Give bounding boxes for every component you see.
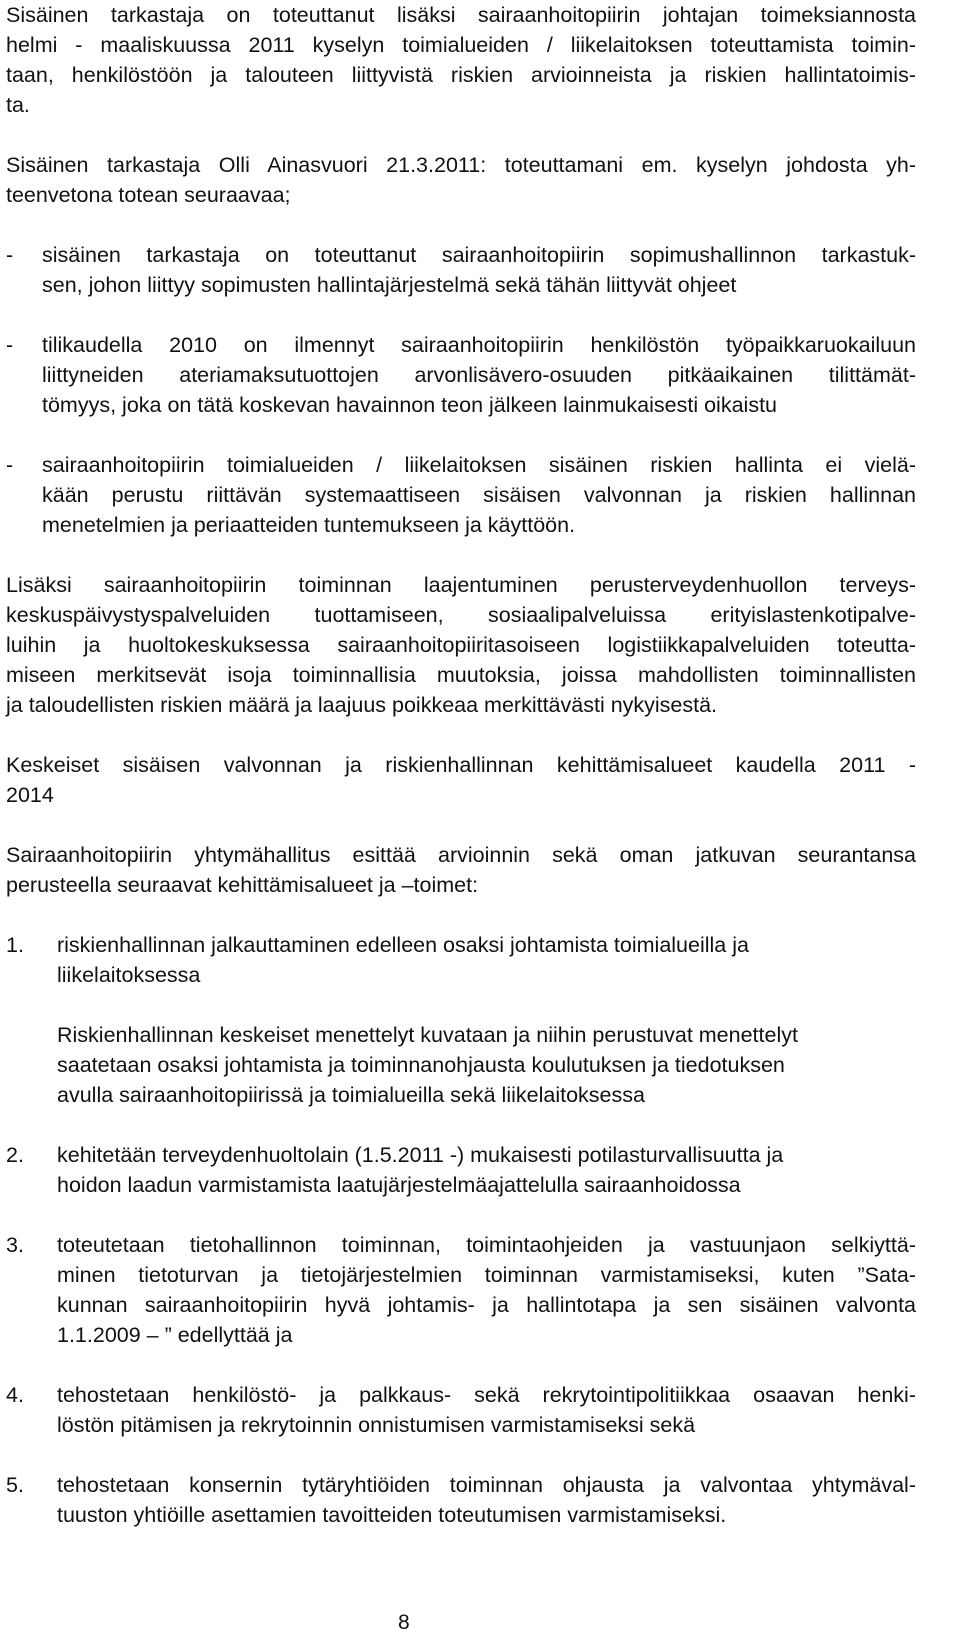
numbered-item (6, 1140, 916, 1200)
numbered-item-detail (6, 1020, 916, 1110)
text-line: kunnan sairaanhoitopiirin hyvä johtamis- ja hallintotapa ja sen sisäinen valvonta (57, 1293, 916, 1317)
text-line: sen, johon liittyy sopimusten hallintajärjestelmä sekä tähän liittyvät ohjeet (42, 273, 737, 297)
paragraph-board (6, 840, 916, 900)
text-line: 1.1.2009 – ” edellyttää ja (57, 1323, 293, 1347)
section-heading (6, 750, 916, 810)
bullet-mark: - (6, 453, 14, 477)
text-line: Sisäinen tarkastaja Olli Ainasvuori 21.3.2011: toteuttamani em. kyselyn johdosta yh- (6, 153, 916, 177)
text-line: tuuston yhtiöille asettamien tavoitteiden toteutumisen varmistamiseksi. (57, 1503, 727, 1527)
item-number: 2. (6, 1143, 24, 1167)
text-line: liittyneiden ateriamaksutuottojen arvonlisävero-osuuden pitkäaikainen tilittämät- (42, 363, 916, 387)
text-line: helmi - maaliskuussa 2011 kyselyn toimialueiden / liikelaitoksen toteuttamista toimin- (6, 33, 916, 57)
numbered-item (6, 1380, 916, 1440)
document-page (6, 0, 916, 1560)
text-line: tömyys, joka on tätä koskevan havainnon teon jälkeen lainmukaisesti oikaistu (42, 393, 777, 417)
bullet-mark: - (6, 243, 14, 267)
page-number: 8 (398, 1611, 410, 1634)
paragraph-expansion (6, 570, 916, 720)
text-line: taan, henkilöstöön ja talouteen liittyvistä riskien arvioinneista ja riskien hallintatoimis- (6, 63, 916, 87)
text-line: ja taloudellisten riskien määrä ja laajuus poikkeaa merkittävästi nykyisestä. (6, 693, 718, 717)
text-line: miseen merkitsevät isoja toiminnallisia muutoksia, joissa mahdollisten toiminnallisten (6, 663, 916, 687)
bullet-item (6, 330, 916, 420)
numbered-item (6, 1230, 916, 1350)
text-line: menetelmien ja periaatteiden tuntemukseen ja käyttöön. (42, 513, 576, 537)
bullet-mark: - (6, 333, 14, 357)
text-line: riskienhallinnan jalkauttaminen edelleen osaksi johtamista toimialueilla ja (57, 933, 749, 957)
text-line: Riskienhallinnan keskeiset menettelyt kuvataan ja niihin perustuvat menettelyt (57, 1023, 798, 1047)
text-line: luihin ja huoltokeskuksessa sairaanhoitopiiritasoiseen logistiikkapalveluiden toteutta- (6, 633, 916, 657)
item-number: 5. (6, 1473, 24, 1497)
text-line: perusteella seuraavat kehittämisalueet ja –toimet: (6, 873, 479, 897)
text-line: toteutetaan tietohallinnon toiminnan, toimintaohjeiden ja vastuunjaon selkiyttä- (57, 1233, 916, 1257)
text-line: 2014 (6, 783, 54, 807)
text-line: sairaanhoitopiirin toimialueiden / liikelaitoksen sisäinen riskien hallinta ei vielä- (42, 453, 916, 477)
bullet-item (6, 240, 916, 300)
bullet-item (6, 450, 916, 540)
text-line: tehostetaan henkilöstö- ja palkkaus- sekä rekrytointipolitiikkaa osaavan henki- (57, 1383, 916, 1407)
text-line: avulla sairaanhoitopiirissä ja toimialueilla sekä liikelaitoksessa (57, 1083, 645, 1107)
item-number: 4. (6, 1383, 24, 1407)
text-line: liikelaitoksessa (57, 963, 201, 987)
text-line: keskuspäivystyspalveluiden tuottamiseen, sosiaalipalveluissa erityislastenkotipalve- (6, 603, 916, 627)
text-line: tilikaudella 2010 on ilmennyt sairaanhoitopiirin henkilöstön työpaikkaruokailuun (42, 333, 916, 357)
item-number: 1. (6, 933, 24, 957)
text-line: saatetaan osaksi johtamista ja toiminnanohjausta koulutuksen ja tiedotuksen (57, 1053, 785, 1077)
text-line: Sisäinen tarkastaja on toteuttanut lisäksi sairaanhoitopiirin johtajan toimeksiannosta (6, 3, 916, 27)
text-line: löstön pitämisen ja rekrytoinnin onnistumisen varmistamiseksi sekä (57, 1413, 696, 1437)
text-line: minen tietoturvan ja tietojärjestelmien toiminnan varmistamiseksi, kuten ”Sata- (57, 1263, 916, 1287)
text-line: sisäinen tarkastaja on toteuttanut sairaanhoitopiirin sopimushallinnon tarkastuk- (42, 243, 916, 267)
text-line: ta. (6, 93, 30, 117)
text-line: hoidon laadun varmistamista laatujärjestelmäajattelulla sairaanhoidossa (57, 1173, 741, 1197)
text-line: kehitetään terveydenhuoltolain (1.5.2011 -) mukaisesti potilasturvallisuutta ja (57, 1143, 784, 1167)
text-line: Keskeiset sisäisen valvonnan ja riskienhallinnan kehittämisalueet kaudella 2011 - (6, 753, 916, 777)
text-line: Sairaanhoitopiirin yhtymähallitus esittää arvioinnin sekä oman jatkuvan seurantansa (6, 843, 916, 867)
numbered-item (6, 1470, 916, 1530)
text-line: Lisäksi sairaanhoitopiirin toiminnan laajentuminen perusterveydenhuollon terveys- (6, 573, 916, 597)
text-line: teenvetona totean seuraavaa; (6, 183, 291, 207)
text-line: tehostetaan konsernin tytäryhtiöiden toiminnan ohjausta ja valvontaa yhtymäval- (57, 1473, 916, 1497)
numbered-item (6, 930, 916, 990)
text-line: kään perustu riittävän systemaattiseen sisäisen valvonnan ja riskien hallinnan (42, 483, 916, 507)
paragraph-summary (6, 150, 916, 210)
item-number: 3. (6, 1233, 24, 1257)
paragraph-intro (6, 0, 916, 120)
